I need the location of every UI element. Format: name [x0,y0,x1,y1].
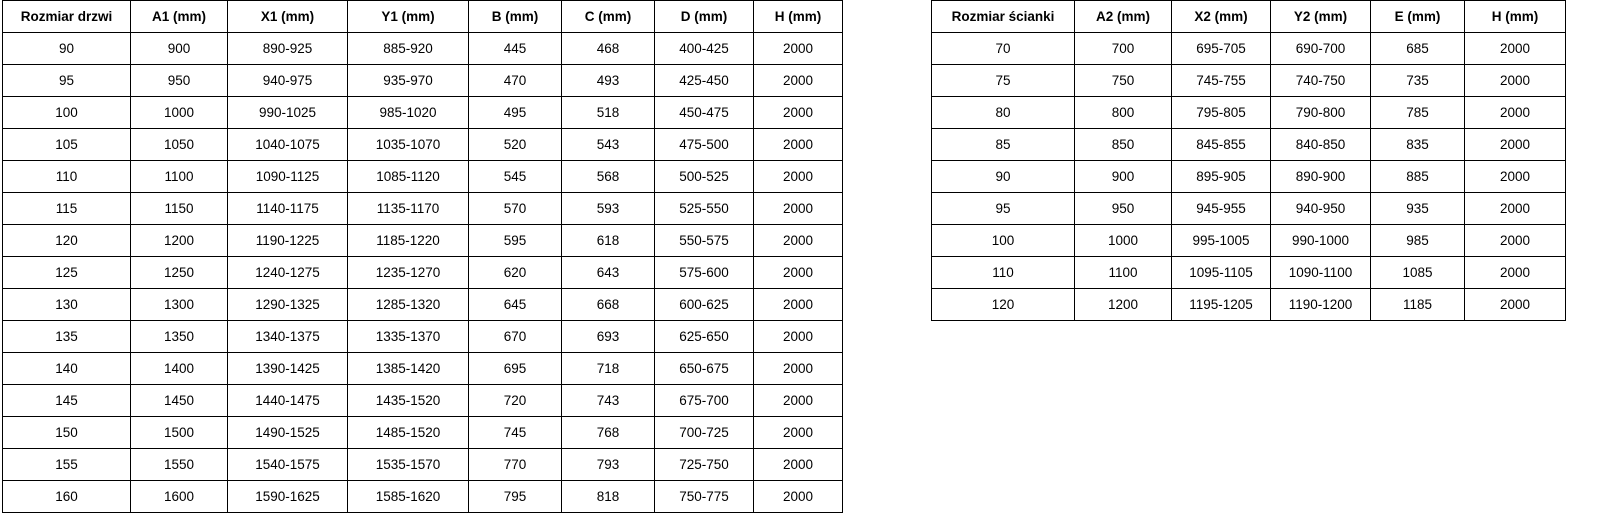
doors-table-cell: 468 [562,33,655,65]
walls-table-cell: 2000 [1465,33,1566,65]
walls-table-cell: 90 [932,161,1075,193]
walls-table-cell: 1190-1200 [1271,289,1371,321]
walls-table-cell: 990-1000 [1271,225,1371,257]
doors-table-cell: 743 [562,385,655,417]
doors-table-cell: 2000 [754,417,843,449]
table-row [3,385,843,417]
doors-table-cell: 90 [3,33,131,65]
walls-table-column-header: E (mm) [1371,1,1465,33]
doors-table-cell: 1490-1525 [228,417,348,449]
walls-table-cell: 110 [932,257,1075,289]
doors-table-cell: 145 [3,385,131,417]
table-row [3,321,843,353]
table-row [3,65,843,97]
doors-table-cell: 1440-1475 [228,385,348,417]
doors-table-cell: 818 [562,481,655,513]
doors-table-cell: 120 [3,225,131,257]
doors-table-cell: 2000 [754,129,843,161]
doors-table-cell: 1190-1225 [228,225,348,257]
doors-table-cell: 935-970 [348,65,469,97]
table-row [3,33,843,65]
doors-table-cell: 1250 [131,257,228,289]
doors-table-cell: 95 [3,65,131,97]
walls-table-cell: 2000 [1465,129,1566,161]
doors-table-cell: 618 [562,225,655,257]
walls-table-cell: 1195-1205 [1172,289,1271,321]
doors-table-cell: 400-425 [655,33,754,65]
doors-table-cell: 1385-1420 [348,353,469,385]
doors-table-cell: 770 [469,449,562,481]
doors-table-cell: 670 [469,321,562,353]
walls-table-cell: 690-700 [1271,33,1371,65]
doors-table-cell: 668 [562,289,655,321]
walls-table-cell: 935 [1371,193,1465,225]
doors-table-cell: 675-700 [655,385,754,417]
table-row [932,129,1566,161]
doors-table-cell: 595 [469,225,562,257]
doors-table-cell: 2000 [754,161,843,193]
walls-table-cell: 120 [932,289,1075,321]
doors-table-column-header: B (mm) [469,1,562,33]
walls-table-cell: 695-705 [1172,33,1271,65]
doors-table-cell: 100 [3,97,131,129]
walls-table-cell: 80 [932,97,1075,129]
table-row [932,193,1566,225]
doors-table-cell: 750-775 [655,481,754,513]
doors-table-cell: 1540-1575 [228,449,348,481]
walls-table-cell: 945-955 [1172,193,1271,225]
walls-table-cell: 95 [932,193,1075,225]
doors-table-cell: 2000 [754,321,843,353]
doors-table-cell: 1450 [131,385,228,417]
doors-table-cell: 570 [469,193,562,225]
doors-table-cell: 1485-1520 [348,417,469,449]
doors-table-column-header: X1 (mm) [228,1,348,33]
doors-table-column-header: A1 (mm) [131,1,228,33]
doors-table-cell: 620 [469,257,562,289]
doors-table-cell: 793 [562,449,655,481]
doors-table-cell: 1135-1170 [348,193,469,225]
doors-table-column-header: D (mm) [655,1,754,33]
walls-table-cell: 1200 [1075,289,1172,321]
doors-table-cell: 155 [3,449,131,481]
walls-table-cell: 845-855 [1172,129,1271,161]
doors-table-cell: 140 [3,353,131,385]
walls-table-cell: 900 [1075,161,1172,193]
doors-table-cell: 125 [3,257,131,289]
table-header-row [932,1,1566,33]
doors-table-cell: 990-1025 [228,97,348,129]
doors-table-cell: 1000 [131,97,228,129]
doors-table-cell: 900 [131,33,228,65]
walls-table-cell: 1100 [1075,257,1172,289]
doors-table-column-header: Y1 (mm) [348,1,469,33]
doors-table-cell: 1590-1625 [228,481,348,513]
table-row [3,353,843,385]
table-row [932,161,1566,193]
doors-table-cell: 795 [469,481,562,513]
walls-table-cell: 85 [932,129,1075,161]
doors-table-cell: 1335-1370 [348,321,469,353]
walls-table-cell: 75 [932,65,1075,97]
table-row [932,65,1566,97]
doors-table-cell: 445 [469,33,562,65]
walls-table-cell: 840-850 [1271,129,1371,161]
doors-table-cell: 1240-1275 [228,257,348,289]
doors-table-cell: 1285-1320 [348,289,469,321]
doors-table-cell: 1550 [131,449,228,481]
doors-table-cell: 1150 [131,193,228,225]
doors-table-cell: 475-500 [655,129,754,161]
doors-table-cell: 2000 [754,65,843,97]
doors-table-column-header: Rozmiar drzwi [3,1,131,33]
walls-table-cell: 885 [1371,161,1465,193]
doors-table-cell: 1185-1220 [348,225,469,257]
walls-table-cell: 2000 [1465,225,1566,257]
walls-table-cell: 2000 [1465,97,1566,129]
doors-table-cell: 1290-1325 [228,289,348,321]
walls-table-cell: 1000 [1075,225,1172,257]
doors-table-cell: 2000 [754,225,843,257]
doors-table-cell: 1300 [131,289,228,321]
table-header-row [3,1,843,33]
doors-table-cell: 645 [469,289,562,321]
doors-table-cell: 885-920 [348,33,469,65]
doors-table-cell: 950 [131,65,228,97]
table-row [932,97,1566,129]
walls-table-cell: 745-755 [1172,65,1271,97]
doors-table-cell: 110 [3,161,131,193]
table-row [3,129,843,161]
table-row [932,289,1566,321]
table-row [3,257,843,289]
doors-table-cell: 2000 [754,257,843,289]
doors-table-cell: 495 [469,97,562,129]
doors-table-cell: 493 [562,65,655,97]
walls-table-cell: 790-800 [1271,97,1371,129]
doors-table-cell: 1400 [131,353,228,385]
walls-table-cell: 895-905 [1172,161,1271,193]
table-row [3,161,843,193]
walls-size-table-container [931,0,1565,321]
doors-table-cell: 543 [562,129,655,161]
doors-table-cell: 1090-1125 [228,161,348,193]
doors-table-cell: 593 [562,193,655,225]
doors-table-cell: 643 [562,257,655,289]
walls-table-cell: 100 [932,225,1075,257]
doors-table-column-header: H (mm) [754,1,843,33]
walls-table-cell: 795-805 [1172,97,1271,129]
table-row [3,289,843,321]
walls-size-table [931,0,1566,321]
table-row [3,97,843,129]
doors-table-cell: 575-600 [655,257,754,289]
doors-table-cell: 1085-1120 [348,161,469,193]
doors-table-cell: 130 [3,289,131,321]
walls-table-cell: 685 [1371,33,1465,65]
doors-size-table [2,0,843,513]
doors-table-column-header: C (mm) [562,1,655,33]
doors-table-cell: 650-675 [655,353,754,385]
doors-table-cell: 1340-1375 [228,321,348,353]
doors-table-cell: 1350 [131,321,228,353]
doors-table-cell: 2000 [754,33,843,65]
doors-table-cell: 2000 [754,193,843,225]
doors-table-cell: 450-475 [655,97,754,129]
doors-table-cell: 2000 [754,289,843,321]
table-row [3,481,843,513]
doors-table-cell: 1585-1620 [348,481,469,513]
doors-table-cell: 500-525 [655,161,754,193]
doors-table-cell: 545 [469,161,562,193]
walls-table-cell: 890-900 [1271,161,1371,193]
doors-table-cell: 2000 [754,97,843,129]
doors-table-cell: 1040-1075 [228,129,348,161]
walls-table-cell: 785 [1371,97,1465,129]
walls-table-cell: 850 [1075,129,1172,161]
walls-table-cell: 700 [1075,33,1172,65]
doors-table-cell: 1200 [131,225,228,257]
walls-table-cell: 750 [1075,65,1172,97]
table-row [3,449,843,481]
table-row [932,33,1566,65]
walls-table-cell: 740-750 [1271,65,1371,97]
walls-table-column-header: Rozmiar ścianki [932,1,1075,33]
doors-table-cell: 625-650 [655,321,754,353]
doors-table-cell: 725-750 [655,449,754,481]
walls-table-cell: 835 [1371,129,1465,161]
doors-table-cell: 720 [469,385,562,417]
doors-table-cell: 135 [3,321,131,353]
doors-table-cell: 115 [3,193,131,225]
doors-table-cell: 2000 [754,353,843,385]
doors-table-cell: 940-975 [228,65,348,97]
walls-table-cell: 985 [1371,225,1465,257]
doors-table-cell: 693 [562,321,655,353]
doors-table-cell: 2000 [754,385,843,417]
walls-table-cell: 70 [932,33,1075,65]
walls-table-cell: 2000 [1465,65,1566,97]
table-row [3,417,843,449]
doors-table-cell: 150 [3,417,131,449]
table-row [932,225,1566,257]
doors-table-cell: 718 [562,353,655,385]
doors-table-cell: 160 [3,481,131,513]
walls-table-cell: 2000 [1465,161,1566,193]
doors-table-cell: 1600 [131,481,228,513]
doors-table-cell: 890-925 [228,33,348,65]
doors-table-cell: 520 [469,129,562,161]
walls-table-cell: 2000 [1465,193,1566,225]
doors-table-cell: 985-1020 [348,97,469,129]
walls-table-cell: 995-1005 [1172,225,1271,257]
walls-table-cell: 800 [1075,97,1172,129]
walls-table-cell: 950 [1075,193,1172,225]
walls-table-column-header: A2 (mm) [1075,1,1172,33]
walls-table-cell: 2000 [1465,257,1566,289]
doors-table-cell: 1035-1070 [348,129,469,161]
doors-table-cell: 518 [562,97,655,129]
walls-table-cell: 735 [1371,65,1465,97]
doors-table-cell: 600-625 [655,289,754,321]
doors-table-cell: 1235-1270 [348,257,469,289]
doors-table-cell: 105 [3,129,131,161]
table-row [3,193,843,225]
table-row [932,257,1566,289]
table-row [3,225,843,257]
walls-table-cell: 1185 [1371,289,1465,321]
doors-table-cell: 1140-1175 [228,193,348,225]
walls-table-cell: 940-950 [1271,193,1371,225]
doors-table-cell: 550-575 [655,225,754,257]
doors-table-cell: 525-550 [655,193,754,225]
doors-table-cell: 700-725 [655,417,754,449]
doors-table-cell: 695 [469,353,562,385]
doors-table-cell: 1100 [131,161,228,193]
walls-table-column-header: X2 (mm) [1172,1,1271,33]
walls-table-column-header: H (mm) [1465,1,1566,33]
doors-table-cell: 568 [562,161,655,193]
walls-table-cell: 1095-1105 [1172,257,1271,289]
doors-table-cell: 2000 [754,481,843,513]
doors-table-cell: 1535-1570 [348,449,469,481]
walls-table-cell: 2000 [1465,289,1566,321]
doors-table-cell: 470 [469,65,562,97]
doors-table-cell: 745 [469,417,562,449]
doors-table-cell: 1050 [131,129,228,161]
walls-table-column-header: Y2 (mm) [1271,1,1371,33]
doors-table-cell: 2000 [754,449,843,481]
doors-table-cell: 1500 [131,417,228,449]
doors-table-cell: 768 [562,417,655,449]
doors-size-table-container [2,0,842,513]
walls-table-cell: 1090-1100 [1271,257,1371,289]
doors-table-cell: 1390-1425 [228,353,348,385]
walls-table-cell: 1085 [1371,257,1465,289]
doors-table-cell: 425-450 [655,65,754,97]
doors-table-cell: 1435-1520 [348,385,469,417]
